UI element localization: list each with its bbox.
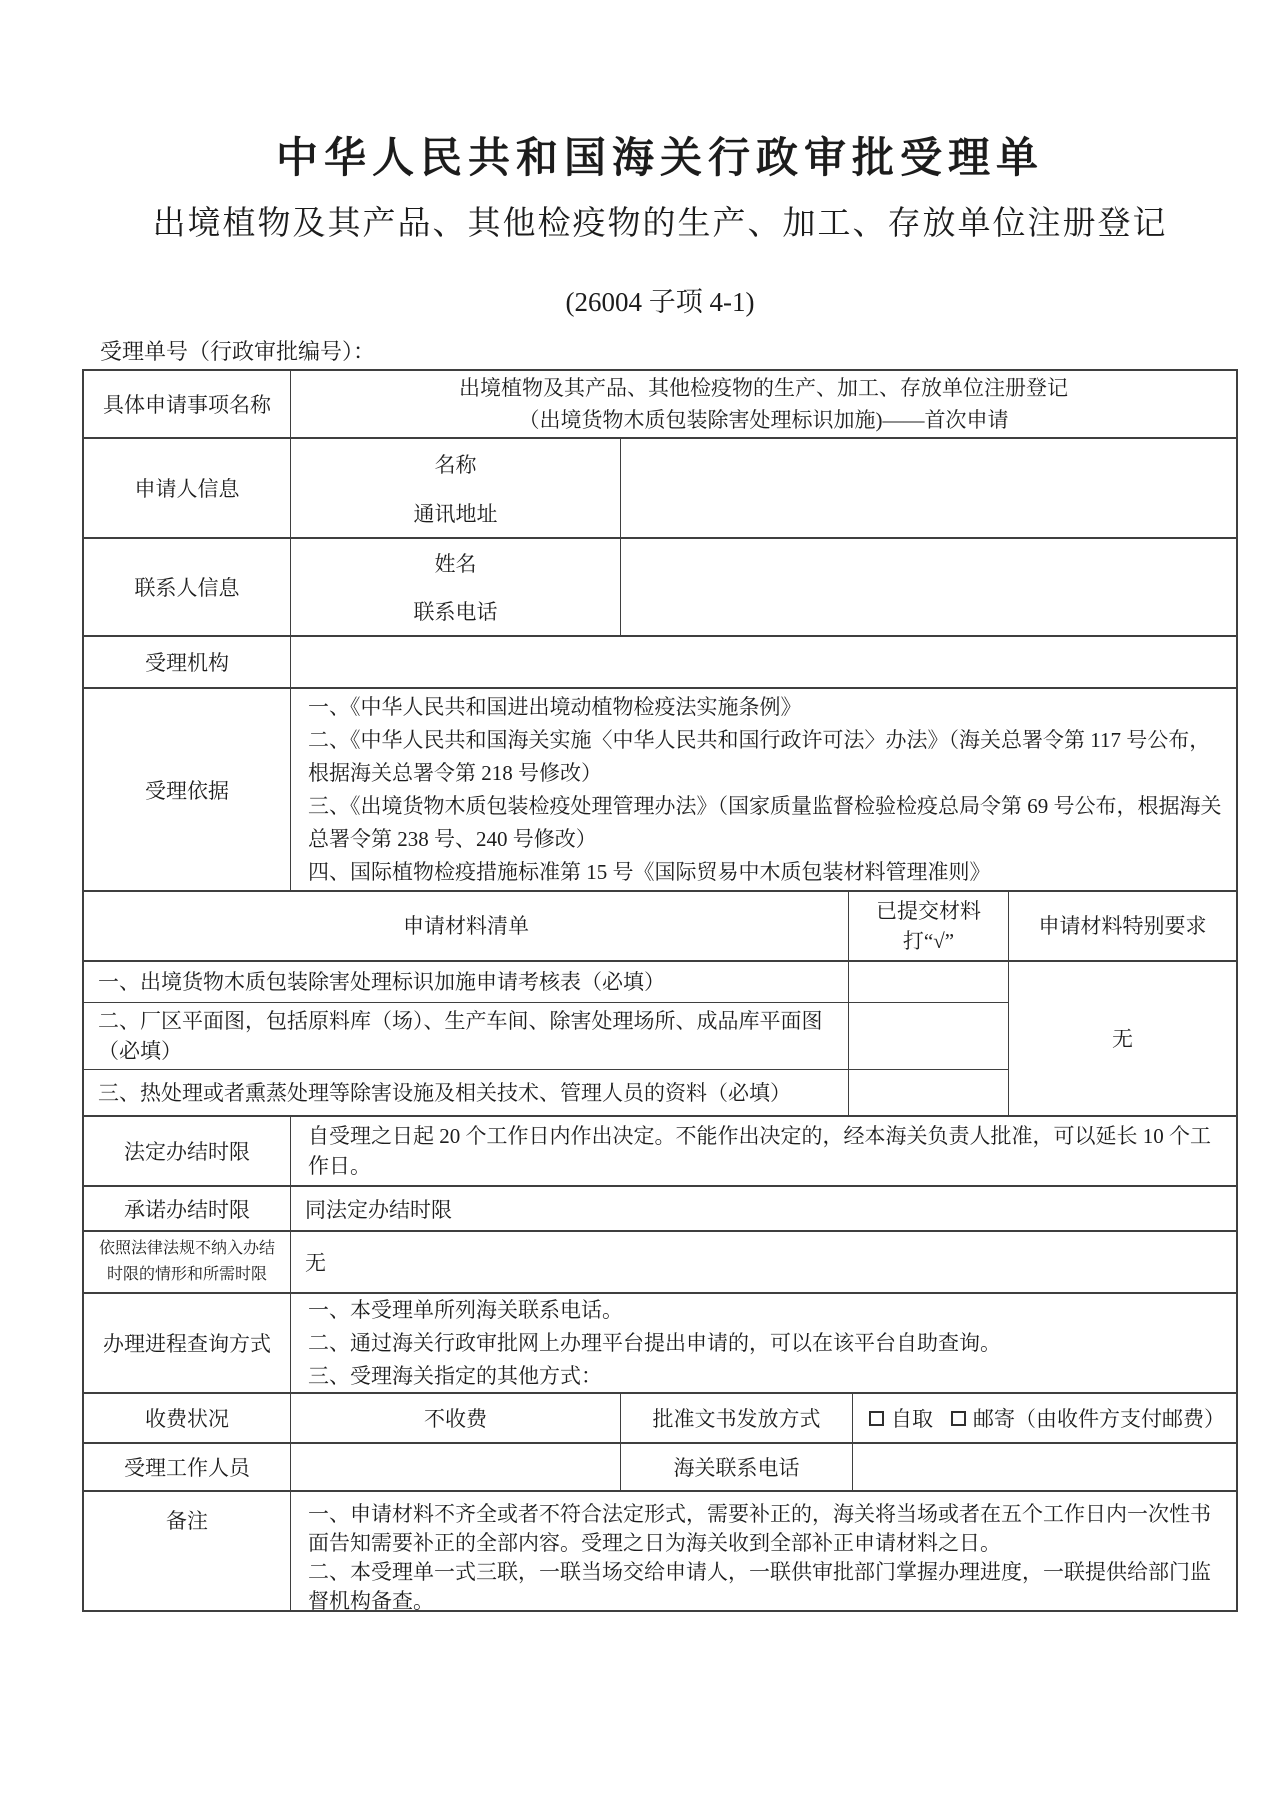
label-applicant-address: 通讯地址: [291, 488, 621, 537]
label-applicant-name: 名称: [291, 439, 621, 488]
page-subtitle: 出境植物及其产品、其他检疫物的生产、加工、存放单位注册登记: [152, 204, 1168, 241]
staff-name-field[interactable]: [291, 1444, 621, 1490]
pickup-checkbox[interactable]: [869, 1411, 884, 1426]
row-contact-info: [84, 537, 1236, 635]
mail-checkbox[interactable]: [951, 1411, 966, 1426]
material-tick-cell[interactable]: [849, 962, 1008, 1003]
row-promised-limit: [84, 1185, 1236, 1230]
label-remarks: 备注: [84, 1492, 291, 1610]
label-progress-query: 办理进程查询方式: [84, 1294, 291, 1392]
label-contact-phone: 联系电话: [291, 587, 621, 635]
label-contact-info: 联系人信息: [84, 539, 291, 635]
material-item: 一、出境货物木质包装除害处理标识加施申请考核表（必填）: [84, 962, 848, 1003]
header-materials-special: 申请材料特别要求: [1038, 914, 1207, 938]
label-statutory-limit: 法定办结时限: [84, 1117, 291, 1185]
basis-item: 一、《中华人民共和国进出境动植物检疫法实施条例》: [308, 694, 802, 719]
row-progress-query: [84, 1292, 1236, 1392]
material-tick-cell[interactable]: [849, 1070, 1008, 1115]
subrow-contact-name: [291, 539, 1236, 587]
specific-item-line2: （出境货物木质包装除害处理标识加施)——首次申请: [518, 408, 1009, 432]
page-title: 中华人民共和国海关行政审批受理单: [275, 134, 1044, 181]
contact-name-field[interactable]: [621, 539, 1236, 587]
accepting-org-field[interactable]: [291, 637, 1236, 687]
material-item: 三、热处理或者熏蒸处理等除害设施及相关技术、管理人员的资料（必填）: [98, 1080, 791, 1105]
label-promised-limit: 承诺办结时限: [84, 1187, 291, 1230]
excluded-limit-label-line1: 依照法律法规不纳入办结: [98, 1240, 275, 1257]
contact-phone-field[interactable]: [621, 587, 1236, 635]
label-contact-name: 姓名: [291, 539, 621, 587]
progress-query-item: 一、本受理单所列海关联系电话。: [308, 1297, 623, 1322]
remarks-item: 一、申请材料不齐全或者不符合法定形式，需要补正的，海关将当场或者在五个工作日内一次性书面告知需要补正的全部内容。受理之日为海关收到全部补正申请材料之日。: [308, 1502, 1211, 1555]
row-accepting-org: [84, 635, 1236, 687]
cell-acceptance-basis: [291, 689, 1236, 890]
statutory-limit-value: 自受理之日起 20 个工作日内作出决定。不能作出决定的，经本海关负责人批准，可以延长 10 个工作日。: [308, 1124, 1211, 1178]
label-excluded-limit: [84, 1232, 291, 1292]
acceptance-number-label: 受理单号（行政审批编号）：: [100, 339, 376, 364]
label-acceptance-basis: 受理依据: [84, 689, 291, 890]
label-delivery-method: 批准文书发放方式: [621, 1394, 853, 1442]
label-customs-phone: 海关联系电话: [621, 1444, 853, 1490]
row-fee-status: [84, 1392, 1236, 1442]
applicant-address-field[interactable]: [621, 488, 1236, 537]
row-acceptance-basis: [84, 687, 1236, 890]
row-excluded-limit: [84, 1230, 1236, 1292]
delivery-options: [853, 1394, 1243, 1442]
subrow-contact-phone: [291, 587, 1236, 635]
remarks-item: 二、本受理单一式三联，一联当场交给申请人，一联供审批部门掌握办理进度，一联提供给部门监督机构备查。: [308, 1560, 1211, 1613]
progress-query-item: 二、通过海关行政审批网上办理平台提出申请的，可以在该平台自助查询。: [308, 1330, 1001, 1355]
label-specific-item: 具体申请事项名称: [84, 371, 291, 437]
row-specific-item: [84, 371, 1236, 437]
materials-special-value: 无: [1112, 1026, 1133, 1051]
basis-item: 三、《出境货物木质包装检疫处理管理办法》（国家质量监督检验检疫总局令第 69 号公布，根据海关总署令第 238 号、240 号修改）: [308, 793, 1222, 851]
header-materials-list: 申请材料清单: [84, 892, 849, 960]
row-statutory-limit: [84, 1115, 1236, 1185]
form-table: [82, 369, 1238, 1612]
subrow-applicant-name: [291, 439, 1236, 488]
label-accepting-org: 受理机构: [84, 637, 291, 687]
pickup-option-label: 自取: [891, 1407, 933, 1431]
header-submitted-line1: 已提交材料: [876, 899, 981, 923]
material-tick-cell[interactable]: [849, 1003, 1008, 1070]
header-submitted-line2: 打“√”: [902, 929, 955, 953]
rows-materials: [84, 960, 1236, 1115]
row-materials-header: [84, 890, 1236, 960]
fee-status-value: 不收费: [291, 1394, 621, 1442]
row-remarks: [84, 1490, 1236, 1613]
header-materials-submitted: [849, 892, 1009, 960]
material-item: 二、厂区平面图，包括原料库（场）、生产车间、除害处理场所、成品库平面图（必填）: [84, 1003, 848, 1070]
excluded-limit-value: 无: [305, 1251, 326, 1275]
applicant-name-field[interactable]: [621, 439, 1236, 488]
label-staff: 受理工作人员: [84, 1444, 291, 1490]
cell-specific-item: [291, 371, 1236, 437]
mail-option-label: 邮寄（由收件方支付邮费）: [973, 1407, 1225, 1431]
basis-item: 二、《中华人民共和国海关实施〈中华人民共和国行政许可法〉办法》（海关总署令第 117 号公布，根据海关总署令第 218 号修改）: [308, 727, 1211, 785]
promised-limit-value: 同法定办结时限: [305, 1197, 452, 1222]
specific-item-line1: 出境植物及其产品、其他检疫物的生产、加工、存放单位注册登记: [459, 376, 1068, 400]
label-applicant-info: 申请人信息: [84, 439, 291, 537]
progress-query-item: 三、受理海关指定的其他方式：: [308, 1363, 602, 1388]
subrow-applicant-address: [291, 488, 1236, 537]
basis-item: 四、国际植物检疫措施标准第 15 号《国际贸易中木质包装材料管理准则》: [308, 859, 991, 884]
item-code: (26004 子项 4-1): [565, 287, 755, 317]
row-applicant-info: [84, 437, 1236, 537]
customs-phone-field[interactable]: [853, 1444, 1236, 1490]
label-fee-status: 收费状况: [84, 1394, 291, 1442]
excluded-limit-label-line2: 时限的情形和所需时限: [106, 1266, 267, 1283]
row-staff: [84, 1442, 1236, 1490]
